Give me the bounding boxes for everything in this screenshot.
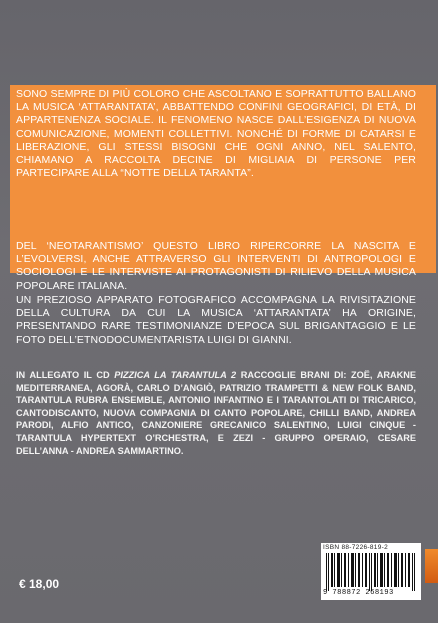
cd-info-paragraph [16,369,416,457]
cd-info-prefix: IN ALLEGATO IL CD [16,370,115,380]
cd-info-artists: RACCOGLIE BRANI DI: ZOË, ARAKNE MEDITERRANEA, AGORÀ, CARLO D’ANGIÒ, PATRIZIO TRAMPETTI & NEW FOLK BAND, TARANTULA RUBRA ENSEMBLE, ANTONIO INFANTINO E I TARANTOLATI DI TRICARICO, CANTODISCANTO, NUOVA COMPAGNIA DI CANTO POPOLARE, CHILLI BAND, ANDREA PARODI, ALFIO ANTICO, CANZONIERE GRECANICO SALENTINO, LUIGI CINQUE - TARANTULA HYPERTEXT O’RCHESTRA, E ZEZI - GRUPPO OPERAIO, CESARE DELL’ANNA - ANDREA SAMMARTINO. [16,370,416,456]
blurb-paragraph-1: SONO SEMPRE DI PIÙ COLORO CHE ASCOLTANO E SOPRATTUTTO BALLANO LA MUSICA ‘ATTARANTATA’, ABBATTENDO CONFINI GEOGRAFICI, DI ETÀ, DI APPARTENENZA SOCIALE. IL FENOMENO NASCE DALL’ESIGENZA DI NUOVA COMUNICAZIONE, MOMENTI COLLETTIVI. NONCHÉ DI FORME DI CATARSI E LIBERAZIONE, GLI STESSI BISOGNI CHE OGNI ANNO, NEL SALENTO, CHIAMANO A RACCOLTA DECINE DI MIGLIAIA DI PERSONE PER PARTECIPARE ALLA “NOTTE DELLA TARANTA”. [16,88,416,180]
price-label: € 18,00 [19,577,60,591]
isbn-label: ISBN 88-7226-819-2 [323,544,389,551]
barcode-panel [321,543,421,600]
blurb-paragraph-3: UN PREZIOSO APPARATO FOTOGRAFICO ACCOMPAGNA LA RIVISITAZIONE DELLA CULTURA DA CUI LA MUSICA ‘ATTARANTATA’ HA ORIGINE, PRESENTANDO RARE TESTIMONIANZE D’EPOCA SUL BRIGANTAGGIO E LE FOTO DELL’ETNODOCUMENTARISTA LUIGI DI GIANNI. [16,294,416,346]
barcode-number: 9 788872 268193 [323,589,394,597]
blurb-paragraph-2: DEL ‘NEOTARANTISMO’ QUESTO LIBRO RIPERCORRE LA NASCITA E L’EVOLVERSI, ANCHE ATTRAVERSO GLI INTERVENTI DI ANTROPOLOGI E SOCIOLOGI E LE INTERVISTE AI PROTAGONISTI DI RILIEVO DELLA MUSICA POPOLARE ITALIANA. [16,240,416,292]
cd-title: PIZZICA LA TARANTULA 2 [114,370,237,380]
barcode-icon [324,553,418,591]
publisher-sticker [425,549,438,583]
